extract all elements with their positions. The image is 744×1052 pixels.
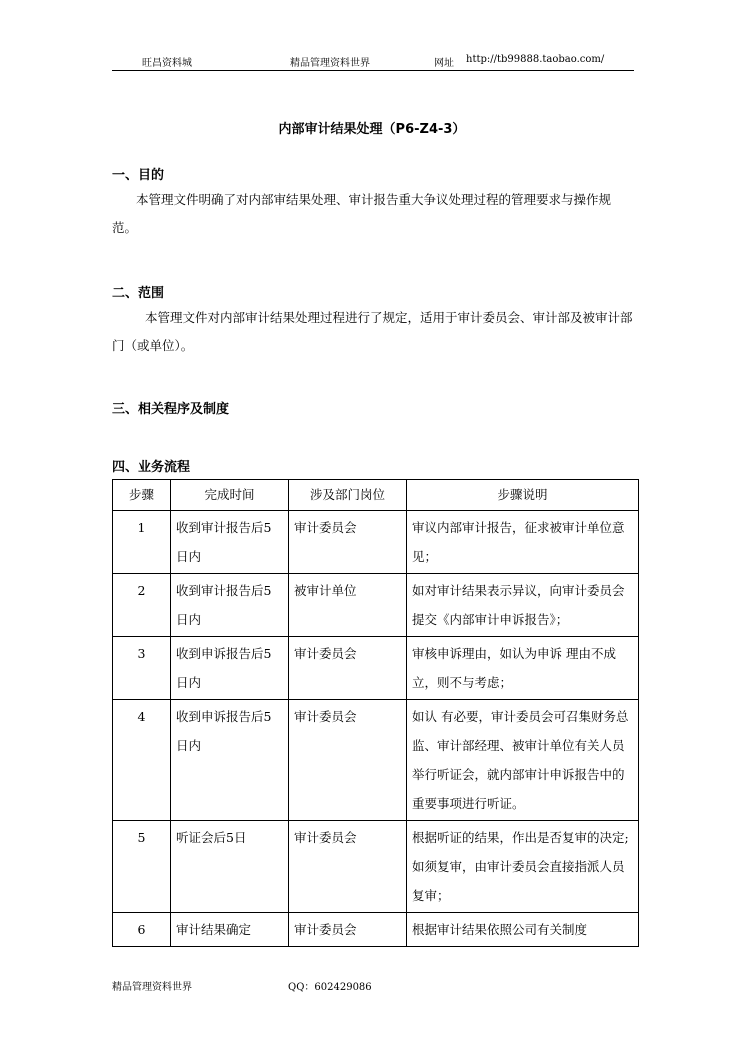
desc-cell: 根据审计结果依照公司有关制度 <box>407 913 639 947</box>
footer-qq-text: QQ：602429086 <box>288 982 372 993</box>
step-cell: 6 <box>113 913 171 947</box>
step-cell: 4 <box>113 700 171 821</box>
header-url-link[interactable]: http://tb99888.taobao.com/ <box>466 54 605 65</box>
time-cell: 听证会后5日 <box>171 821 289 913</box>
header-desc: 步骤说明 <box>407 480 639 511</box>
time-cell: 收到申诉报告后5日内 <box>171 700 289 821</box>
section-body-scope: 本管理文件对内部审计结果处理过程进行了规定，适用于审计委员会、审计部及被审计部门（或单位）。 <box>112 310 633 353</box>
workflow-table <box>112 479 639 947</box>
table-row <box>113 913 639 947</box>
page-header <box>112 52 634 71</box>
step-cell: 1 <box>113 511 171 574</box>
document-title: 内部审计结果处理（P6-Z4-3） <box>278 122 466 137</box>
table-header-row <box>113 480 639 511</box>
header-time: 完成时间 <box>171 480 289 511</box>
step-cell: 3 <box>113 637 171 700</box>
dept-cell: 审计委员会 <box>289 913 407 947</box>
desc-cell: 如认 有必要，审计委员会可召集财务总监、审计部经理、被审计单位有关人员举行听证会，就内部审计申诉报告中的重要事项进行听证。 <box>407 700 639 821</box>
dept-cell: 被审计单位 <box>289 574 407 637</box>
time-cell: 收到审计报告后5日内 <box>171 574 289 637</box>
table-row <box>113 637 639 700</box>
desc-cell: 根据听证的结果，作出是否复审的决定; 如须复审，由审计委员会直接指派人员复审； <box>407 821 639 913</box>
dept-cell: 审计委员会 <box>289 637 407 700</box>
table-row <box>113 700 639 821</box>
header-step: 步骤 <box>113 480 171 511</box>
header-dept: 涉及部门岗位 <box>289 480 407 511</box>
desc-cell: 审核申诉理由，如认为申诉 理由不成立，则不与考虑； <box>407 637 639 700</box>
time-cell: 收到申诉报告后5日内 <box>171 637 289 700</box>
section-body-purpose: 本管理文件明确了对内部审结果处理、审计报告重大争议处理过程的管理要求与操作规范。 <box>112 192 612 235</box>
header-url-label: 网址 <box>434 58 454 69</box>
table-row <box>113 821 639 913</box>
step-cell: 5 <box>113 821 171 913</box>
dept-cell: 审计委员会 <box>289 821 407 913</box>
table-row <box>113 511 639 574</box>
header-left-text: 旺昌资料城 <box>142 58 192 69</box>
desc-cell: 审议内部审计报告，征求被审计单位意见； <box>407 511 639 574</box>
footer-left-text: 精品管理资料世界 <box>112 982 192 993</box>
section-heading-purpose: 一、目的 <box>112 168 165 183</box>
time-cell: 审计结果确定 <box>171 913 289 947</box>
section-heading-workflow: 四、业务流程 <box>112 460 191 475</box>
dept-cell: 审计委员会 <box>289 700 407 821</box>
desc-cell: 如对审计结果表示异议，向审计委员会提交《内部审计申诉报告》； <box>407 574 639 637</box>
table-row <box>113 574 639 637</box>
header-middle-text: 精品管理资料世界 <box>290 58 370 69</box>
time-cell: 收到审计报告后5日内 <box>171 511 289 574</box>
section-heading-procedures: 三、相关程序及制度 <box>112 402 230 417</box>
step-cell: 2 <box>113 574 171 637</box>
dept-cell: 审计委员会 <box>289 511 407 574</box>
section-heading-scope: 二、范围 <box>112 286 165 301</box>
